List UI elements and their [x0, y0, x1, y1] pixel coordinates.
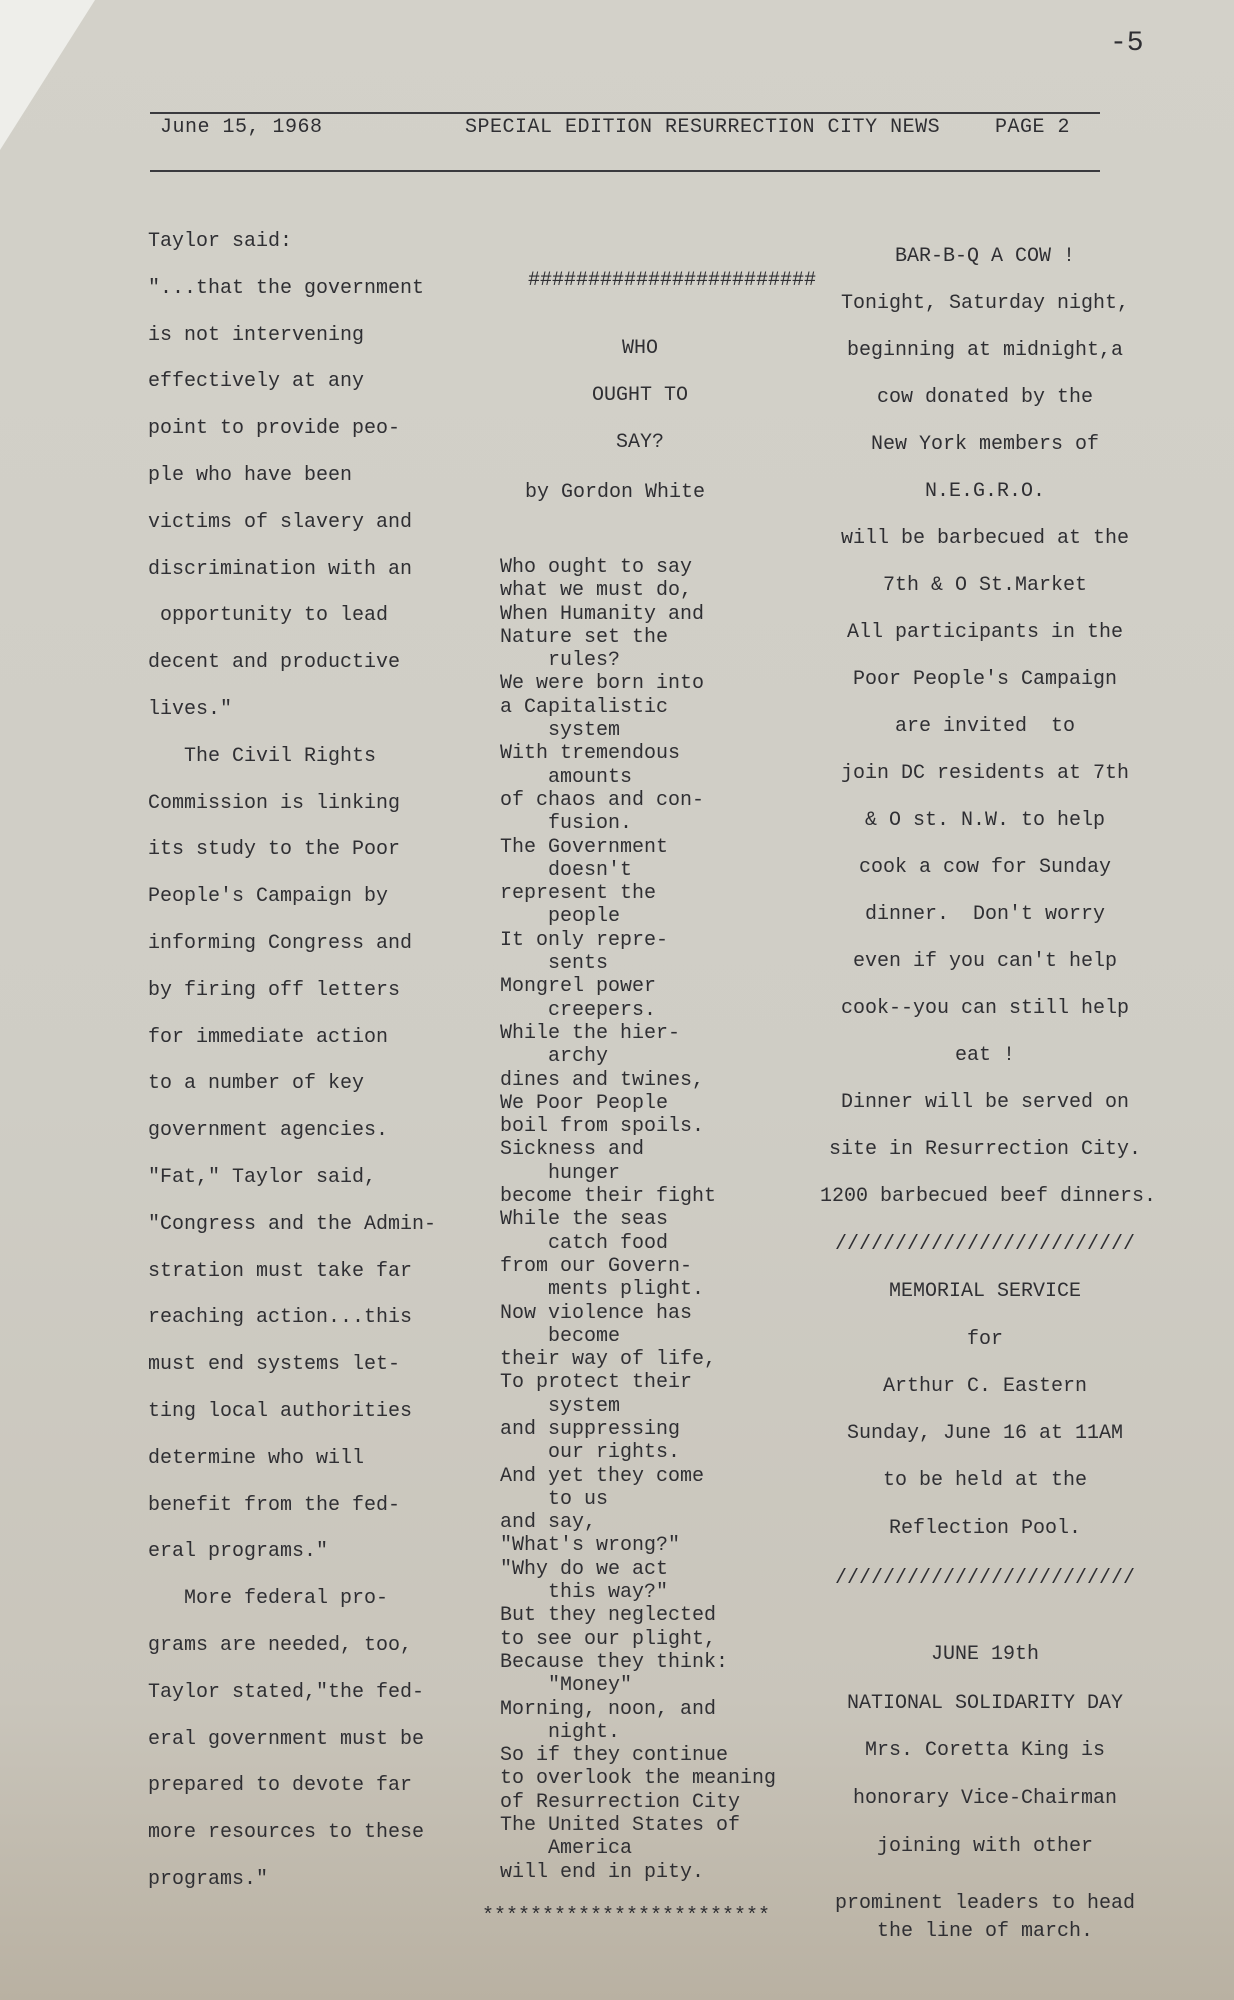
folded-corner [0, 0, 95, 150]
poem-line: The United States of [500, 1814, 741, 1838]
col1-line: benefit from the fed- [148, 1493, 401, 1517]
header-rule-bottom [150, 170, 1100, 172]
poem-line: archy [500, 1045, 609, 1069]
col3-line: for [966, 1328, 1003, 1351]
col3-line: the line of march. [876, 1920, 1094, 1943]
col3-line: site in Resurrection City. [828, 1138, 1142, 1161]
col3-line: prominent leaders to head [834, 1892, 1136, 1915]
poem-line: their way of life, [500, 1348, 717, 1372]
col1-line: more resources to these [148, 1821, 425, 1845]
col1-line: determine who will [148, 1446, 365, 1470]
col1-line: victims of slavery and [148, 510, 413, 534]
col3-line: Mrs. Coretta King is [864, 1739, 1106, 1762]
col1-line: government agencies. [148, 1119, 389, 1143]
col1-line: "...that the government [148, 276, 425, 300]
col1-line: for immediate action [148, 1025, 389, 1049]
col3-line: to be held at the [882, 1469, 1088, 1492]
poem-line: Mongrel power [500, 975, 657, 999]
col1-line: The Civil Rights [148, 744, 377, 768]
col1-line: People's Campaign by [148, 885, 389, 909]
poem-line: become their fight [500, 1185, 717, 1209]
poem-line: boil from spoils. [500, 1115, 705, 1139]
col3-line: JUNE 19th [930, 1643, 1040, 1666]
col3-line: 1200 barbecued beef dinners. [820, 1185, 1157, 1208]
col3-line: Arthur C. Eastern [882, 1375, 1088, 1398]
poem-line: So if they continue [500, 1744, 729, 1768]
col1-line: ple who have been [148, 464, 353, 487]
col3-line: 7th & O St.Market [882, 574, 1088, 597]
column-taylor-article [148, 230, 448, 1950]
col3-line: Reflection Pool. [888, 1517, 1082, 1540]
col1-line: eral programs." [148, 1540, 329, 1564]
poem-title-line: WHO [621, 337, 658, 360]
poem-line: amounts [500, 765, 633, 789]
poem-line: And yet they come [500, 1464, 705, 1488]
col3-line: cook a cow for Sunday [858, 856, 1112, 879]
poem-line: people [500, 905, 621, 929]
poem-line: to overlook the meaning [500, 1767, 777, 1791]
header-date: June 15, 1968 [160, 116, 323, 139]
poem-line: Nature set the [500, 625, 669, 649]
poem-line: dines and twines, [500, 1068, 705, 1092]
header-page-number: PAGE 2 [995, 116, 1071, 139]
poem-line: system [500, 1394, 621, 1418]
col3-line: cook--you can still help [840, 997, 1130, 1020]
poem-line: to see our plight, [500, 1627, 717, 1651]
poem-line: represent the [500, 882, 657, 906]
col3-line: cow donated by the [876, 386, 1094, 409]
poem-line: "Money" [500, 1674, 633, 1698]
poem-line: While the hier- [500, 1021, 681, 1045]
poem-title-line: SAY? [615, 431, 664, 454]
poem-line: fusion. [500, 812, 633, 836]
col3-line: Sunday, June 16 at 11AM [846, 1422, 1124, 1445]
poem-line: what we must do, [500, 579, 693, 603]
col3-line: Dinner will be served on [840, 1091, 1130, 1114]
col3-line: ///////////////////////// [834, 1233, 1136, 1256]
col1-line: "Fat," Taylor said, [148, 1166, 377, 1189]
page-header [150, 108, 1100, 148]
col3-line: Poor People's Campaign [852, 668, 1118, 691]
poem-line: America [500, 1837, 633, 1861]
poem-line: Who ought to say [500, 556, 693, 579]
col3-line: MEMORIAL SERVICE [888, 1280, 1082, 1303]
poem-line: our rights. [500, 1441, 681, 1465]
poem-line: Sickness and [500, 1138, 645, 1162]
col3-line: ///////////////////////// [834, 1567, 1136, 1590]
poem-line: With tremendous [500, 742, 681, 766]
col3-line: joining with other [876, 1835, 1094, 1858]
poem-line: to us [500, 1487, 609, 1511]
col1-line: stration must take far [148, 1259, 413, 1283]
col1-line: opportunity to lead [148, 604, 389, 628]
col1-line: is not intervening [148, 323, 365, 347]
poem-line: When Humanity and [500, 602, 705, 626]
poem-line: But they neglected [500, 1604, 717, 1628]
poem-line: and say, [500, 1511, 597, 1535]
poem-line: a Capitalistic [500, 695, 669, 719]
poem-line: of chaos and con- [500, 788, 705, 812]
poem-line: of Resurrection City [500, 1790, 741, 1814]
poem-line: Because they think: [500, 1650, 729, 1674]
col3-line: New York members of [870, 433, 1100, 456]
col1-line: must end systems let- [148, 1353, 401, 1377]
poem-line: become [500, 1324, 621, 1348]
col1-line: effectively at any [148, 370, 365, 394]
col1-line: to a number of key [148, 1072, 365, 1096]
col1-line: discrimination with an [148, 557, 413, 581]
col1-line: its study to the Poor [148, 838, 401, 862]
poem-line: Now violence has [500, 1301, 693, 1325]
poem-body [500, 556, 776, 1884]
poem-line: catch food [500, 1231, 669, 1255]
poem-line: sents [500, 952, 609, 976]
poem-line: rules? [500, 649, 621, 673]
col1-line: lives." [148, 698, 233, 721]
col1-line: Commission is linking [148, 791, 401, 815]
poem-line: will end in pity. [500, 1860, 705, 1884]
col1-line: Taylor stated,"the fed- [148, 1680, 425, 1704]
poem-line: creepers. [500, 998, 657, 1022]
col3-line: even if you can't help [852, 950, 1118, 973]
col1-line: point to provide peo- [148, 417, 401, 441]
poem-byline: by Gordon White [525, 481, 706, 504]
corner-handwriting: -5 [1110, 28, 1144, 59]
col1-line: by firing off letters [148, 978, 401, 1002]
poem-line: this way?" [500, 1581, 669, 1605]
col1-line: reaching action...this [148, 1306, 413, 1330]
col1-line: More federal pro- [148, 1587, 389, 1611]
poem-line: To protect their [500, 1371, 693, 1395]
poem-line: "What's wrong?" [500, 1534, 681, 1558]
poem-line: doesn't [500, 858, 633, 882]
poem-line: We Poor People [500, 1091, 669, 1115]
col1-line: decent and productive [148, 651, 401, 675]
col1-line: Taylor said: [148, 230, 293, 253]
poem-line: hunger [500, 1161, 621, 1185]
col1-line: informing Congress and [148, 932, 413, 955]
poem-line: The Government [500, 835, 669, 859]
poem-line: system [500, 719, 621, 743]
poem-divider-top: ######################## [528, 269, 817, 292]
col1-line: "Congress and the Admin- [148, 1212, 437, 1236]
poem-title-line: OUGHT TO [591, 384, 688, 407]
col3-line: All participants in the [846, 621, 1124, 644]
col3-line: Tonight, Saturday night, [840, 292, 1130, 315]
poem-line: "Why do we act [500, 1557, 669, 1581]
poem-line: ments plight. [500, 1278, 705, 1302]
col3-line: are invited to [894, 715, 1076, 738]
col3-line: BAR-B-Q A COW ! [894, 245, 1076, 268]
poem-line: While the seas [500, 1208, 669, 1232]
column-announcements [820, 245, 1157, 1945]
poem-line: Morning, noon, and [500, 1697, 717, 1721]
col3-line: & O st. N.W. to help [864, 809, 1106, 832]
col3-line: eat ! [954, 1044, 1015, 1067]
poem-line: and suppressing [500, 1417, 681, 1441]
col3-line: N.E.G.R.O. [924, 480, 1046, 503]
col1-line: grams are needed, too, [148, 1634, 413, 1657]
poem-line: We were born into [500, 672, 705, 696]
col3-line: join DC residents at 7th [840, 762, 1130, 785]
col1-line: prepared to devote far [148, 1774, 413, 1798]
col3-line: dinner. Don't worry [864, 903, 1106, 926]
col1-line: ting local authorities [148, 1400, 413, 1423]
header-rule-top [150, 112, 1100, 114]
col3-line: beginning at midnight,a [846, 339, 1124, 362]
poem-line: from our Govern- [500, 1254, 693, 1278]
col3-line: NATIONAL SOLIDARITY DAY [846, 1692, 1124, 1715]
poem-divider-bottom: ************************ [482, 1905, 771, 1928]
poem-line: It only repre- [500, 928, 669, 952]
header-title: SPECIAL EDITION RESURRECTION CITY NEWS [465, 116, 941, 139]
col1-line: eral government must be [148, 1727, 425, 1751]
col3-line: will be barbecued at the [840, 527, 1130, 550]
col1-line: programs." [148, 1868, 269, 1891]
poem-line: night. [500, 1720, 621, 1744]
col3-line: honorary Vice-Chairman [852, 1787, 1118, 1810]
